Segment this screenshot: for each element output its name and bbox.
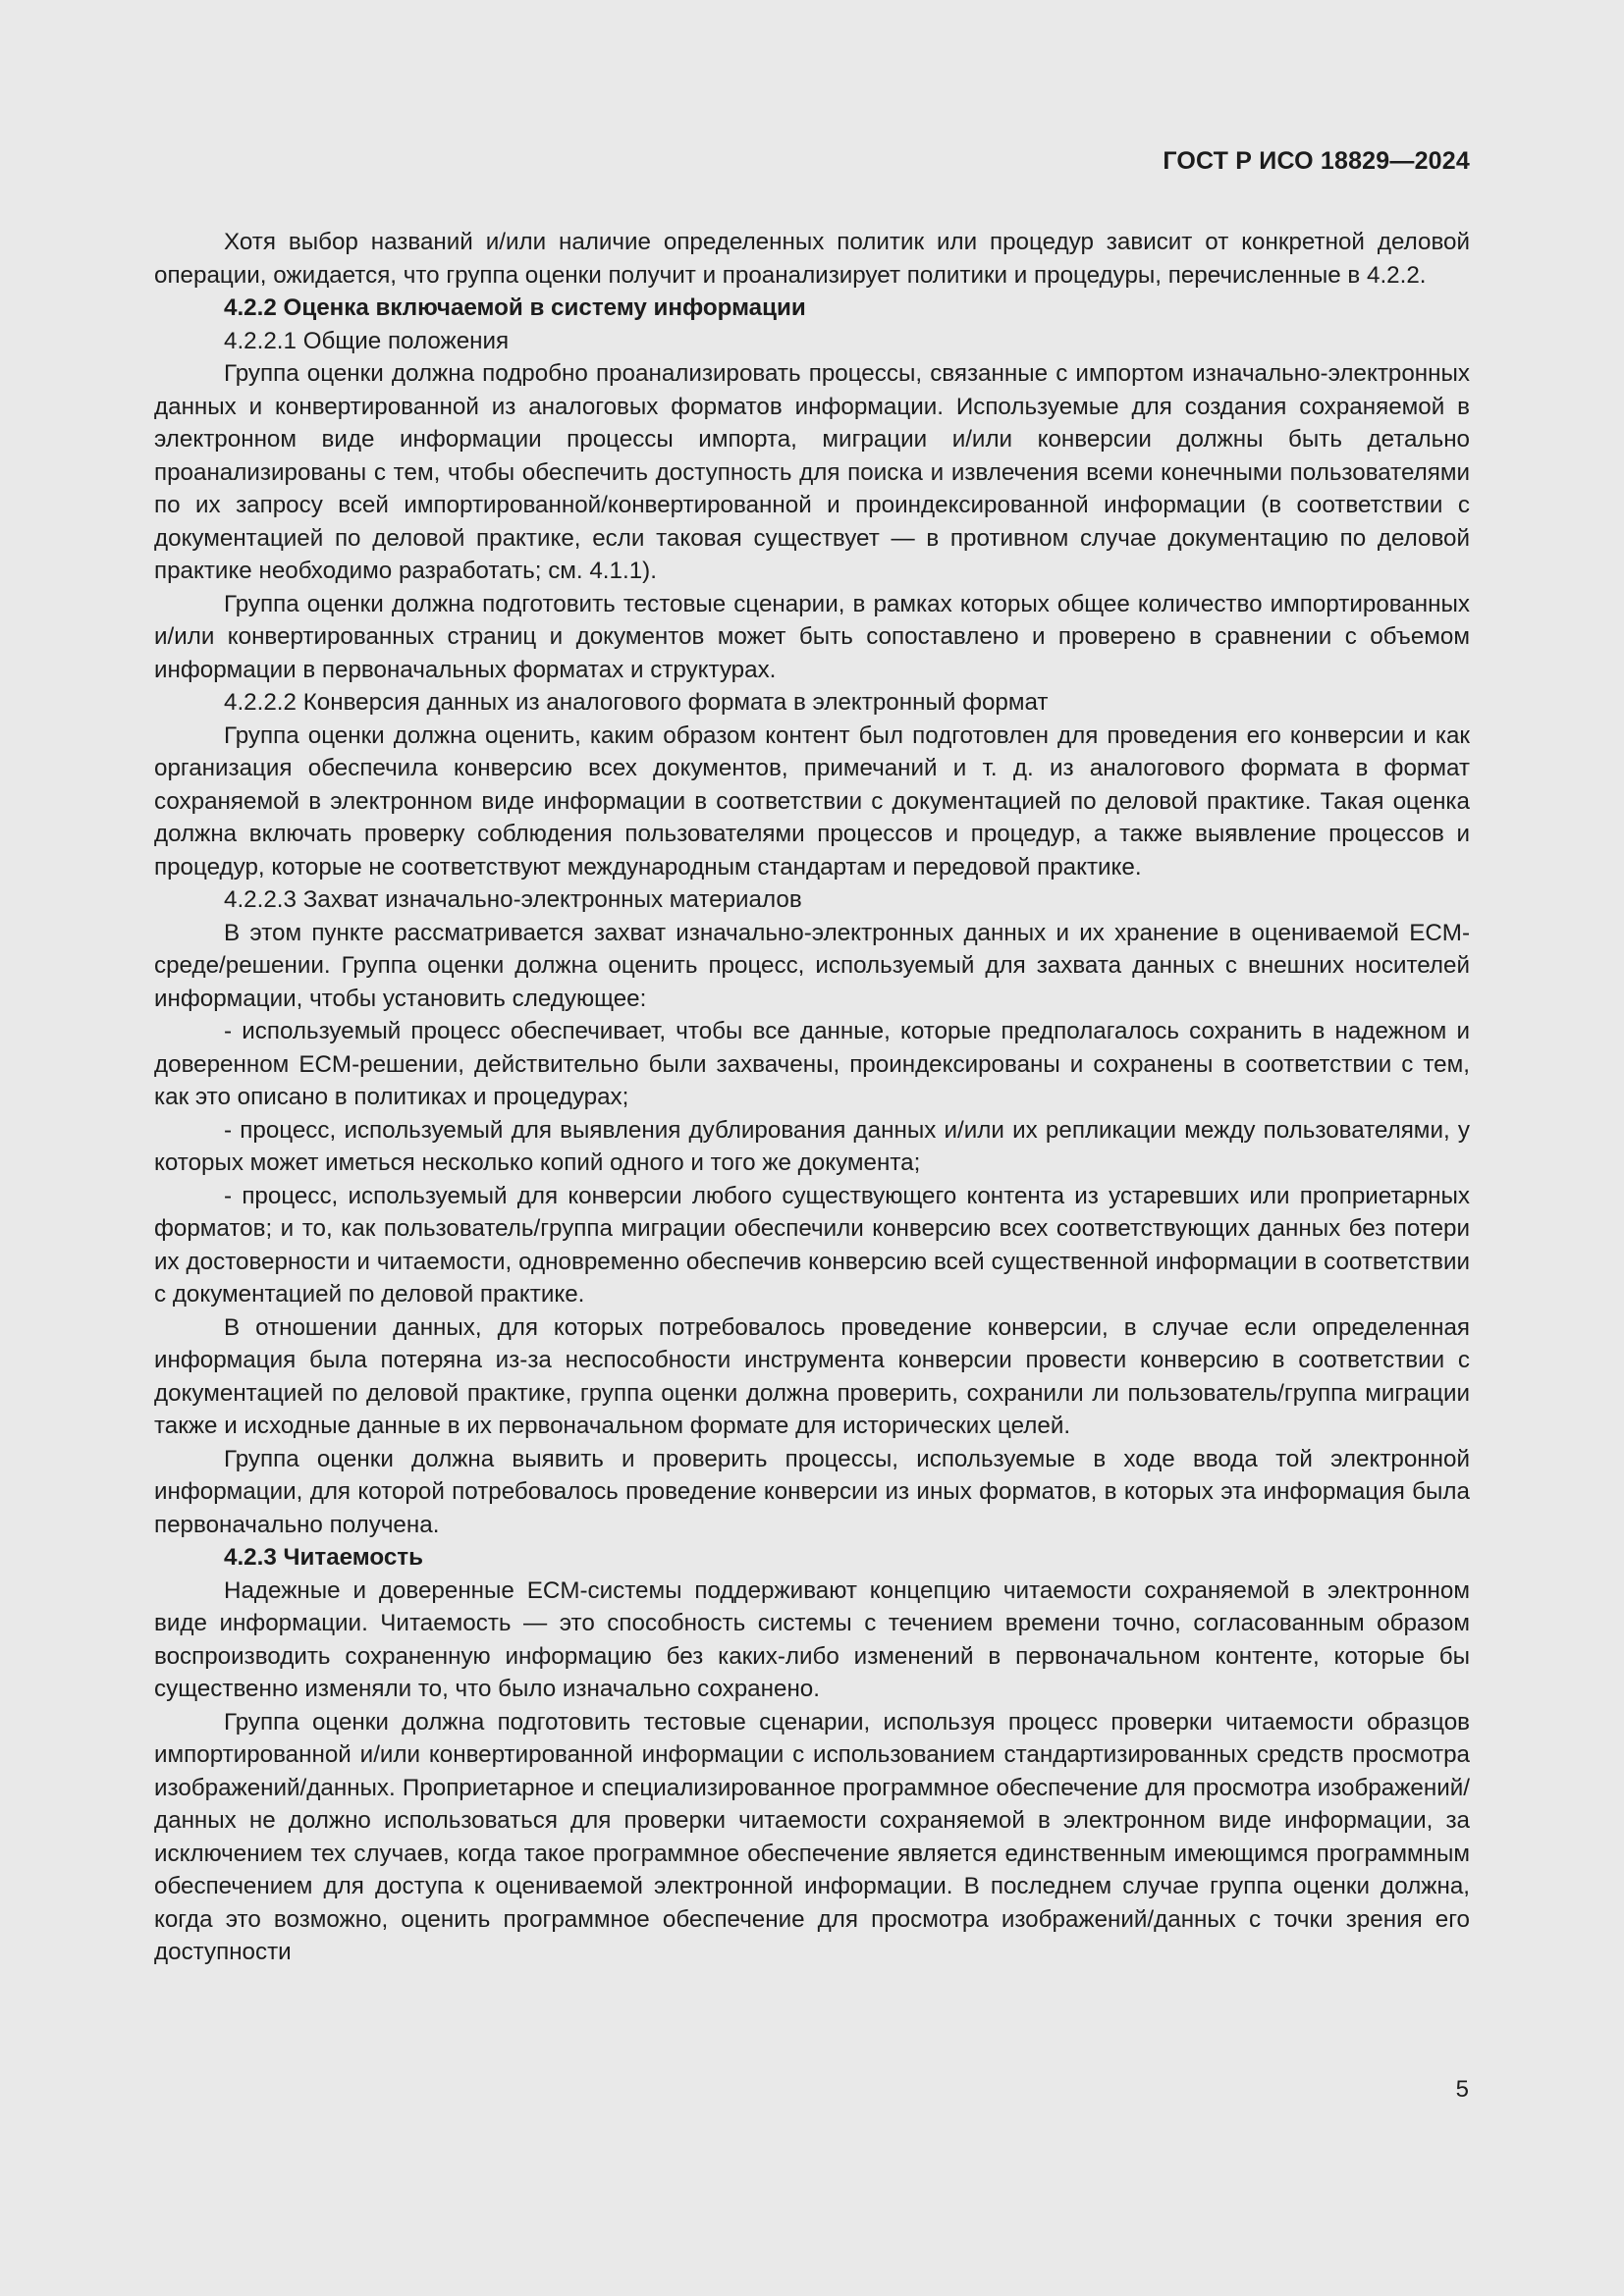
- paragraph: В этом пункте рассматривается захват изначально-электронных данных и их хранение в оцениваемой ECM-среде/решении. Группа оценки должна оценить процесс, используемый для захвата данных с внешних носителей информации, чтобы установить следующее:: [154, 919, 1470, 1012]
- list-item: - используемый процесс обеспечивает, чтобы все данные, которые предполагалось сохранить в надежном и доверенном ECM-решении, действительно были захвачены, проиндексированы и сохранены в соответствии с тем, как это описано в политиках и процедурах;: [154, 1018, 1470, 1110]
- document-header-code: ГОСТ Р ИСО 18829—2024: [1163, 147, 1470, 175]
- paragraph: Группа оценки должна подготовить тестовые сценарии, в рамках которых общее количество импортированных и/или конвертированных страниц и документов может быть сопоставлено и проверено в сравнении с объемом информации в первоначальных форматах и структурах.: [154, 590, 1470, 683]
- paragraph: Группа оценки должна выявить и проверить процессы, используемые в ходе ввода той электронной информации, для которой потребовалось проведение конверсии из иных форматов, в которых эта информация была первоначально получена.: [154, 1445, 1470, 1538]
- paragraph: Группа оценки должна подготовить тестовые сценарии, используя процесс проверки читаемости образцов импортированной и/или конвертированной информации с использованием стандартизированных средств просмотра изображений/данных. Проприетарное и специализированное программное обеспечение для просмотра изображений/данных не должно использоваться для проверки читаемости сохраняемой в электронном виде информации, за исключением тех случаев, когда такое программное обеспечение является единственным имеющимся программным обеспечением для доступа к оцениваемой электронной информации. В последнем случае группа оценки должна, когда это возможно, оценить программное обеспечение для просмотра изображений/данных с точки зрения его доступности: [154, 1708, 1470, 1965]
- section-heading-4-2-3: 4.2.3 Читаемость: [224, 1544, 424, 1571]
- subsection-heading-4-2-2-1: 4.2.2.1 Общие положения: [224, 327, 510, 354]
- document-body: [154, 226, 1470, 1969]
- paragraph: Группа оценки должна оценить, каким образом контент был подготовлен для проведения его конверсии и как организация обеспечила конверсию всех документов, примечаний и т. д. из аналогового формата в формат сохраняемой в электронном виде информации в соответствии с документацией по деловой практике. Такая оценка должна включать проверку соблюдения пользователями процессов и процедур, а также выявление процессов и процедур, которые не соответствуют международным стандартам и передовой практике.: [154, 721, 1470, 881]
- page-number: 5: [1455, 2076, 1469, 2103]
- list-item: - процесс, используемый для выявления дублирования данных и/или их репликации между пользователями, у которых может иметься несколько копий одного и того же документа;: [154, 1116, 1470, 1176]
- subsection-heading-4-2-2-2: 4.2.2.2 Конверсия данных из аналогового формата в электронный формат: [224, 689, 1049, 716]
- paragraph: Группа оценки должна подробно проанализировать процессы, связанные с импортом изначально-электронных данных и конвертированной из аналоговых форматов информации. Используемые для создания сохраняемой в электронном виде информации процессы импорта, миграции и/или конверсии должны быть детально проанализированы с тем, чтобы обеспечить доступность для поиска и извлечения всеми конечными пользователями по их запросу всей импортированной/конвертированной и проиндексированной информации (в соответствии с документацией по деловой практике, если таковая существует — в противном случае документацию по деловой практике необходимо разработать; см. 4.1.1).: [154, 360, 1470, 584]
- section-heading-4-2-2: 4.2.2 Оценка включаемой в систему информации: [224, 294, 806, 321]
- paragraph: В отношении данных, для которых потребовалось проведение конверсии, в случае если определенная информация была потеряна из-за неспособности инструмента конверсии провести конверсию в соответствии с документацией по деловой практике, группа оценки должна проверить, сохранили ли пользователь/группа миграции также и исходные данные в их первоначальном формате для исторических целей.: [154, 1313, 1470, 1439]
- list-item: - процесс, используемый для конверсии любого существующего контента из устаревших или проприетарных форматов; и то, как пользователь/группа миграции обеспечили конверсию всех соответствующих данных без потери их достоверности и читаемости, одновременно обеспечив конверсию всей существенной информации в соответствии с документацией по деловой практике.: [154, 1182, 1470, 1308]
- paragraph: Надежные и доверенные ECM-системы поддерживают концепцию читаемости сохраняемой в электронном виде информации. Читаемость — это способность системы с течением времени точно, согласованным образом воспроизводить сохраненную информацию без каких-либо изменений в первоначальном контенте, которые бы существенно изменяли то, что было изначально сохранено.: [154, 1576, 1470, 1702]
- paragraph: Хотя выбор названий и/или наличие определенных политик или процедур зависит от конкретной деловой операции, ожидается, что группа оценки получит и проанализирует политики и процедуры, перечисленные в 4.2.2.: [154, 229, 1470, 289]
- subsection-heading-4-2-2-3: 4.2.2.3 Захват изначально-электронных материалов: [224, 886, 802, 913]
